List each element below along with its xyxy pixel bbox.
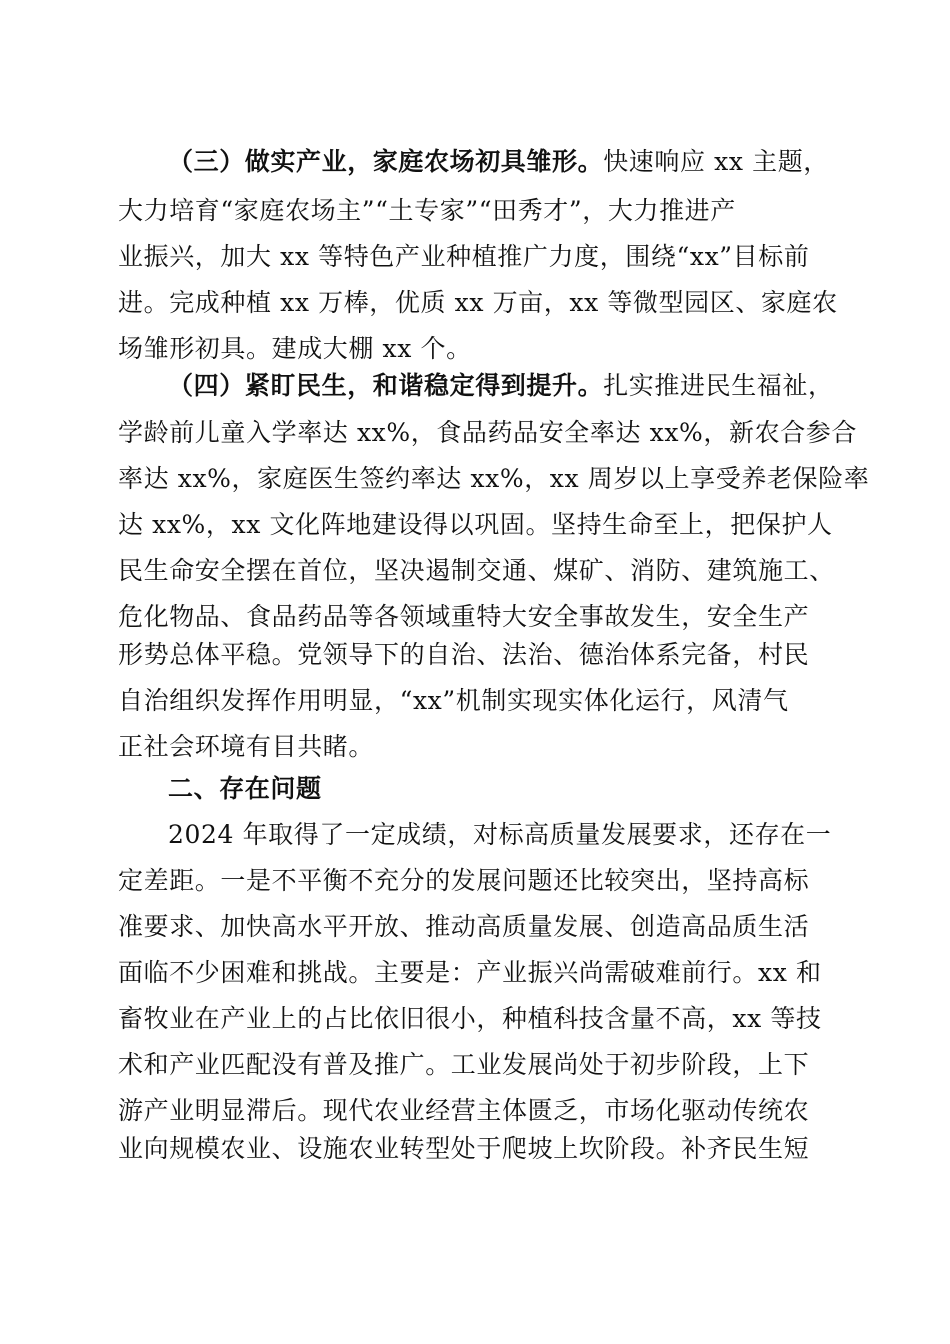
- part2-line-0: 2024 年取得了一定成绩，对标高质量发展要求，还存在一: [168, 820, 832, 849]
- part2-line-4: 畜牧业在产业上的占比依旧很小，种植科技含量不高，xx 等技: [118, 1004, 822, 1033]
- section4-text-0: 扎实推进民生福祉，: [603, 371, 834, 400]
- section3-line-2: 业振兴，加大 xx 等特色产业种植推广力度，围绕“xx”目标前: [118, 242, 810, 271]
- section3-line-1: 大力培育“家庭农场主”“土专家”“田秀才”，大力推进产: [118, 196, 736, 225]
- section4-line-7: 自治组织发挥作用明显，“xx”机制实现实体化运行，风清气: [118, 686, 789, 715]
- part2-line-3: 面临不少困难和挑战。主要是：产业振兴尚需破难前行。xx 和: [118, 958, 822, 987]
- part2-line-6: 游产业明显滞后。现代农业经营主体匮乏，市场化驱动传统农: [118, 1096, 810, 1125]
- section4-line-4: 民生命安全摆在首位，坚决遏制交通、煤矿、消防、建筑施工、: [118, 556, 835, 585]
- part2-line-1: 定差距。一是不平衡不充分的发展问题还比较突出，坚持高标: [118, 866, 810, 895]
- section4-title: （四）紧盯民生，和谐稳定得到提升。: [168, 371, 604, 400]
- section3-line-3: 进。完成种植 xx 万棒，优质 xx 万亩，xx 等微型园区、家庭农: [118, 288, 838, 317]
- section3-title: （三）做实产业，家庭农场初具雏形。: [168, 147, 604, 176]
- section3-first-line: [168, 147, 829, 177]
- section4-line-3: 达 xx%，xx 文化阵地建设得以巩固。坚持生命至上，把保护人: [118, 510, 833, 539]
- section3-line-4: 场雏形初具。建成大棚 xx 个。: [118, 334, 472, 363]
- section4-line-1: 学龄前儿童入学率达 xx%，食品药品安全率达 xx%，新农合参合: [118, 418, 858, 447]
- section4-line-6: 形势总体平稳。党领导下的自治、法治、德治体系完备，村民: [118, 640, 810, 669]
- section4-first-line: [168, 371, 834, 401]
- section3-text-0: 快速响应 xx 主题，: [603, 147, 829, 176]
- section4-line-5: 危化物品、食品药品等各领域重特大安全事故发生，安全生产: [118, 602, 810, 631]
- part2-line-5: 术和产业匹配没有普及推广。工业发展尚处于初步阶段，上下: [118, 1050, 810, 1079]
- part2-line-2: 准要求、加快高水平开放、推动高质量发展、创造高品质生活: [118, 912, 810, 941]
- section-heading-problems: 二、存在问题: [168, 774, 322, 803]
- part2-line-7: 业向规模农业、设施农业转型处于爬坡上坎阶段。补齐民生短: [118, 1134, 810, 1163]
- section4-line-2: 率达 xx%，家庭医生签约率达 xx%，xx 周岁以上享受养老保险率: [118, 464, 870, 493]
- section4-line-8: 正社会环境有目共睹。: [118, 732, 375, 761]
